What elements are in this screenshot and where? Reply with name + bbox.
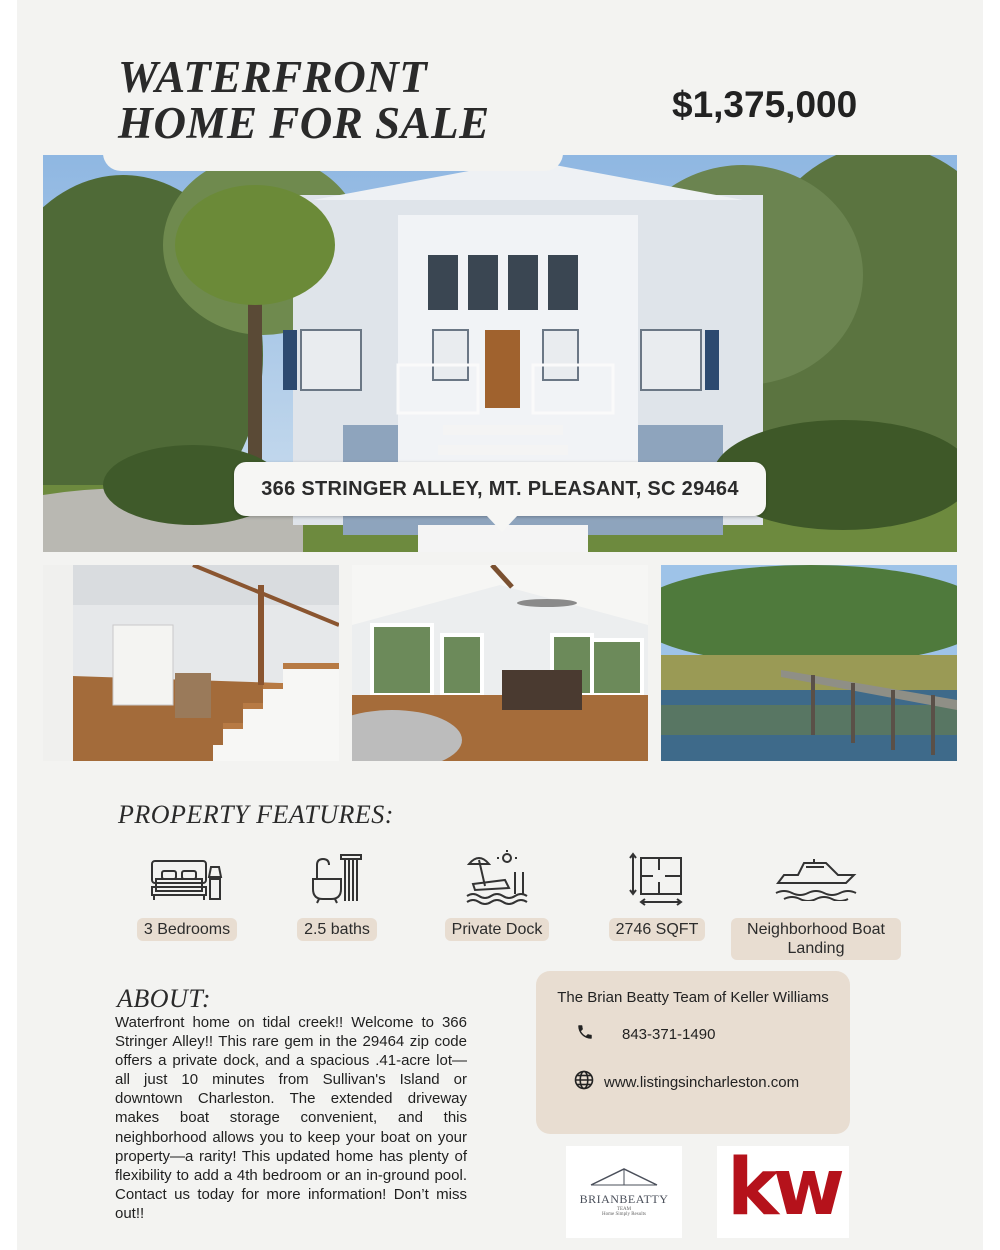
feature-label: 2746 SQFT bbox=[609, 918, 706, 941]
about-text: Waterfront home on tidal creek!! Welcome to 366 Stringer Alley!! This rare gem in the 29464 zip code offers a private dock, and a spacious .41-acre lot—all just 10 minutes from Sullivan's Island or downtown Charleston. The extended driveway makes boat storage convenient, and this neighborhood allows you to keep your boat on your property—a rarity! This updated home has plenty of flexibility to add a 4th bedroom or an in-ground pool. Contact us today for more information! Don’t miss out!! bbox=[115, 1014, 467, 1222]
feature-sqft bbox=[572, 848, 742, 941]
website-link[interactable]: www.listingsincharleston.com bbox=[604, 1073, 800, 1091]
sunroom-dining-photo bbox=[352, 565, 648, 761]
feature-label: 2.5 baths bbox=[297, 918, 377, 941]
phone-icon bbox=[576, 1023, 596, 1045]
about-heading: ABOUT: bbox=[117, 984, 211, 1013]
feature-label: Private Dock bbox=[445, 918, 550, 941]
marsh-dock-photo bbox=[661, 565, 957, 761]
feature-label: Neighborhood Boat Landing bbox=[731, 918, 901, 960]
interior-staircase-photo bbox=[43, 565, 339, 761]
title-tab-cutout bbox=[103, 155, 563, 171]
website-row bbox=[574, 1070, 799, 1094]
dock-icon bbox=[412, 848, 582, 910]
feature-bedrooms bbox=[102, 848, 272, 941]
listing-title bbox=[118, 54, 490, 146]
phone-row bbox=[576, 1023, 715, 1045]
brian-beatty-logo bbox=[566, 1146, 682, 1238]
boat-icon bbox=[731, 848, 901, 910]
floorplan-icon bbox=[572, 848, 742, 910]
address-banner: 366 STRINGER ALLEY, MT. PLEASANT, SC 29464 bbox=[234, 462, 766, 516]
feature-baths bbox=[252, 848, 422, 941]
feature-dock bbox=[412, 848, 582, 941]
logo-tagline: Home Simply Results bbox=[602, 1212, 646, 1217]
title-line-2: HOME FOR SALE bbox=[118, 98, 490, 148]
contact-card bbox=[536, 971, 850, 1134]
logo-sub: TEAM bbox=[616, 1207, 632, 1212]
logo-name: BRIANBEATTY bbox=[579, 1192, 669, 1206]
kw-wordmark: kw bbox=[727, 1143, 839, 1233]
team-name: The Brian Beatty Team of Keller Williams bbox=[557, 989, 829, 1006]
keller-williams-logo bbox=[717, 1143, 849, 1238]
title-line-1: WATERFRONT bbox=[118, 52, 428, 102]
bridge-icon bbox=[589, 1167, 659, 1187]
globe-icon bbox=[574, 1070, 596, 1094]
features-heading: PROPERTY FEATURES: bbox=[118, 800, 394, 829]
feature-label: 3 Bedrooms bbox=[137, 918, 237, 941]
listing-price: $1,375,000 bbox=[672, 84, 858, 125]
phone-link[interactable]: 843-371-1490 bbox=[622, 1025, 716, 1043]
bathtub-icon bbox=[252, 848, 422, 910]
bed-icon bbox=[102, 848, 272, 910]
feature-boat-landing bbox=[731, 848, 901, 960]
